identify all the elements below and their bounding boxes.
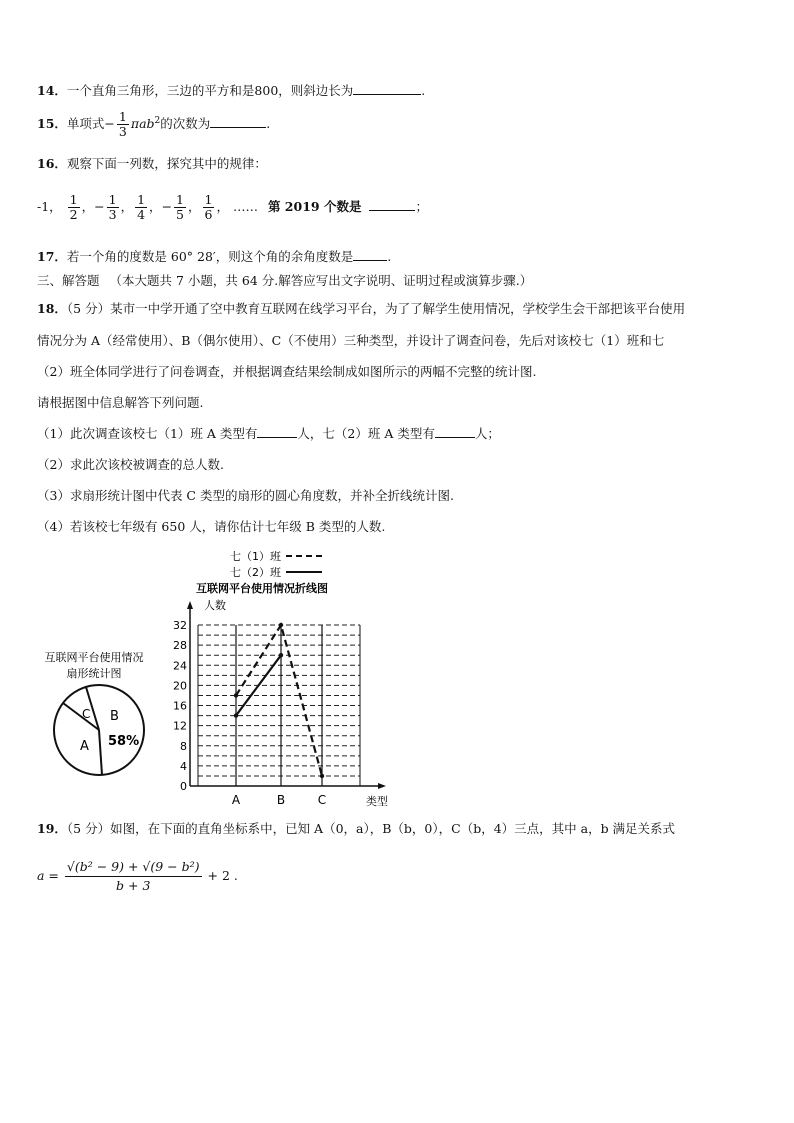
line-chart-figure [170,545,410,810]
question-16-sequence [37,193,428,222]
x-tick-label: C [317,793,327,807]
q16-term-sign: − [94,199,105,214]
q19-formula-den: b + 3 [116,878,151,893]
q16-term-numerator: 1 [137,192,146,207]
pie-divider-b-a [99,730,102,775]
q14-text-b: ，则斜边长为 [278,83,354,98]
q17-number: 17． [37,249,67,264]
q18-sub-1-a: （1）此次调查该校七（1）班 A 类型有 [37,426,258,441]
q16-separator: ， [81,199,95,214]
q16-ask: 第 2019 个数是 [267,199,362,214]
y-tick-label: 28 [173,639,187,653]
q18-sub-3: （3）求扇形统计图中代表 C 类型的扇形的圆心角度数，并补全折线统计图. [37,488,454,503]
q16-term-fraction [107,193,119,222]
q18-sub-1 [37,425,500,443]
q18-sub-2: （2）求此次该校被调查的总人数. [37,457,224,472]
y-tick-label: 32 [173,619,187,632]
y-tick-label: 24 [173,659,187,673]
q15-text-a: 单项式 [66,116,105,131]
q18-sub-1-blank-2[interactable] [435,425,475,438]
q15-frac-den: 3 [118,124,127,139]
legend-label-1: 七（1）班 [230,550,281,563]
y-tick-label: 12 [173,719,187,733]
y-tick-label: 16 [173,699,187,713]
question-14 [37,82,425,100]
q17-end: . [387,249,392,264]
q16-separator: ， [216,199,229,214]
question-16-prompt [37,155,267,173]
question-19 [37,820,675,838]
q15-expression: πab [130,116,155,131]
q14-answer-blank[interactable] [353,82,421,95]
q19-formula-lhs: a = [37,868,59,883]
q19-text: （5 分）如图，在下面的直角坐标系中，已知 A（0，a），B（b，0），C（b，4）三点，其中 a，b 满足关系式 [66,821,676,836]
pie-label-a: A [80,739,89,754]
q15-frac-num: 1 [118,109,127,124]
chart-title: 互联网平台使用情况折线图 [196,582,328,595]
q15-sign: − [104,116,115,131]
y-axis-arrow [187,601,193,609]
x-tick-label: A [231,793,241,807]
q16-term-numerator: 1 [69,192,78,207]
q17-answer-blank[interactable] [353,248,387,261]
q16-term-fraction [68,193,80,222]
q15-end: . [266,116,271,131]
pie-title-line-2: 扇形统计图 [66,667,122,680]
q16-dots: …… [232,199,258,214]
series-2-point [234,713,238,717]
y-tick-label: 8 [180,739,187,753]
q18-sub-4: （4）若该校七年级有 650 人，请你估计七年级 B 类型的人数. [37,519,386,534]
q15-answer-blank[interactable] [210,115,266,128]
q16-separator: ， [188,199,201,214]
q16-separator: ， [149,199,162,214]
q18-sub-1-blank-1[interactable] [257,425,297,438]
section-3-title: 三、解答题 [37,273,100,288]
series-1-point [234,693,238,697]
pie-label-c: C [82,707,91,721]
q16-answer-blank[interactable] [369,198,415,211]
pie-divider-a-c [63,703,99,730]
q19-number: 19． [37,821,67,836]
q16-separator: ， [120,199,134,214]
q18-line-3: （2）班全体同学进行了问卷调查，并根据调查结果绘制成如图所示的两幅不完整的统计图. [37,364,537,379]
q16-term-fraction [174,193,186,222]
q16-term-denominator: 6 [204,207,213,222]
x-axis-arrow [378,783,386,789]
q17-text: 若一个角的度数是 60° 28′，则这个角的余角度数是 [66,249,354,264]
q14-text-a: 一个直角三角形，三边的平方和是 [66,83,255,98]
y-tick-label: 0 [180,780,187,793]
y-tick-label: 20 [173,679,187,693]
q14-value: 800 [254,83,279,98]
q16-term-denominator: 2 [69,207,78,222]
q18-sub-1-c: 人； [474,426,500,441]
q16-text: 观察下面一列数，探究其中的规律： [66,156,267,171]
q16-term-denominator: 5 [176,207,184,222]
q16-fraction-list [66,192,229,222]
q19-formula [37,858,238,895]
series-line-1 [236,625,322,776]
q19-formula-tail: + 2 . [207,868,238,883]
q15-exponent: 2 [154,115,161,126]
q16-term-fraction [203,193,215,222]
q18-line-2: 情况分为 A（经常使用）、B（偶尔使用）、C（不使用）三种类型，并设计了调查问卷，先后对该校七（1）班和七 [37,333,665,348]
q16-term-denominator: 4 [137,207,146,222]
q18-number: 18． [37,301,67,316]
pie-percent-b: 58% [108,734,140,749]
q16-end: ； [415,199,428,214]
y-axis-label: 人数 [204,599,226,612]
pie-title-line-1: 互联网平台使用情况 [44,651,144,664]
y-tick-label: 4 [180,759,187,773]
q16-term-fraction [135,193,147,222]
legend-label-2: 七（2）班 [230,566,281,579]
legend [230,549,322,579]
q18-line-1 [37,300,685,318]
q16-term-sign: − [161,199,173,214]
q14-number: 14． [37,83,67,98]
x-tick-label: B [276,793,286,807]
q18-sub-1-b: 人，七（2）班 A 类型有 [297,426,435,441]
section-3-description: （本大题共 7 小题，共 64 分.解答应写出文字说明、证明过程或演算步骤.） [109,273,533,288]
pie-label-b: B [110,709,119,724]
q16-term-numerator: 1 [108,192,117,207]
q15-text-b: 的次数为 [160,116,211,131]
section-3-heading [37,272,532,290]
q16-term-numerator: 1 [204,192,213,207]
series-2-point [279,653,283,657]
q16-term-numerator: 1 [176,192,184,207]
q15-number: 15． [37,116,67,131]
x-axis-label: 类型 [366,795,388,808]
pie-chart-figure [30,645,170,785]
q19-formula-fraction [65,858,202,895]
q14-end: . [421,83,426,98]
question-17 [37,248,391,266]
series-1-point [279,623,283,627]
question-15 [37,110,270,139]
q16-number: 16． [37,156,67,171]
q18-line-1-text: （5 分）某市一中学开通了空中教育互联网在线学习平台，为了了解学生使用情况，学校学生会干部把该平台使用 [66,301,686,316]
series-1-point [320,774,324,778]
q19-formula-num: √(b² − 9) + √(9 − b²) [65,858,202,877]
q15-fraction [117,110,129,139]
q16-first-term: -1， [37,199,62,214]
q18-line-4: 请根据图中信息解答下列问题. [37,395,204,410]
q16-term-denominator: 3 [108,207,117,222]
